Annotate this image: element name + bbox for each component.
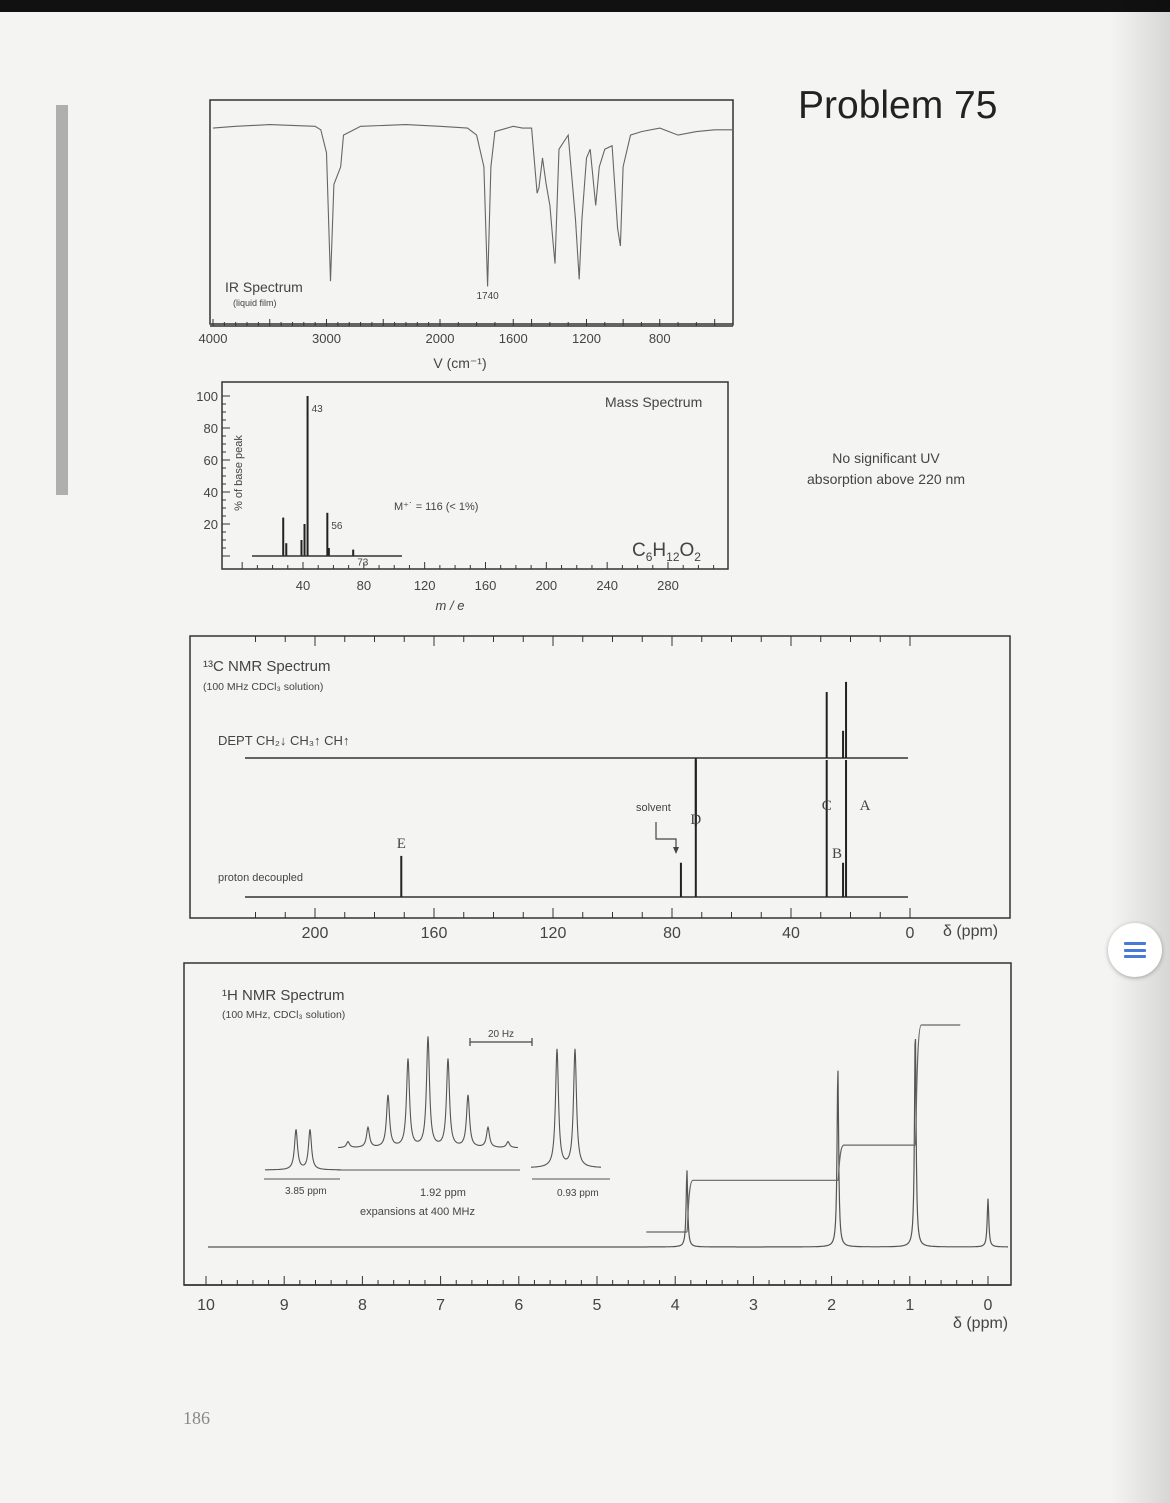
menu-button[interactable] <box>1108 923 1162 977</box>
ms-molecular-ion-label: M⁺˙ = 116 (< 1%) <box>394 501 479 513</box>
ms-peak-label: 56 <box>331 520 343 532</box>
problem-title: Problem 75 <box>798 84 998 127</box>
c13-top-ticks <box>256 636 911 646</box>
h1-x-tick-label: 2 <box>827 1297 837 1314</box>
c13-x-tick-label: 200 <box>301 925 329 942</box>
ms-x-tick-label: 120 <box>413 578 436 593</box>
h1-title: ¹H NMR Spectrum <box>222 987 345 1004</box>
h1-x-tick-label: 5 <box>592 1297 602 1314</box>
ms-x-tick-label: 200 <box>535 578 558 593</box>
ms-formula: $C_6H_{12}O_2$ <box>632 540 701 564</box>
ir-tick-label: 1200 <box>572 331 601 346</box>
c13-peak-label: C <box>821 798 832 814</box>
ir-subtitle: (liquid film) <box>233 298 277 308</box>
c13-title: ¹³C NMR Spectrum <box>203 658 331 675</box>
page-number: 186 <box>183 1408 210 1428</box>
h1-x-tick-label: 4 <box>670 1297 680 1314</box>
c13-subtitle: (100 MHz CDCl₃ solution) <box>203 681 324 693</box>
h1-panel <box>184 963 1011 1332</box>
h1-x-tick-label: 1 <box>905 1297 915 1314</box>
h1-x-tick-label: 6 <box>514 1297 524 1314</box>
h1-trace <box>208 1039 1008 1247</box>
ir-trace <box>213 125 733 287</box>
ir-annotation-1740: 1740 <box>476 291 499 302</box>
c13-peak-label: B <box>832 846 843 862</box>
h1-expansion-label-1-92: 1.92 ppm <box>420 1187 466 1199</box>
c13-solvent-arrow <box>656 822 676 850</box>
ms-y-tick-label: 20 <box>203 517 218 532</box>
ms-y-ticks <box>196 389 230 556</box>
uv-note-line-2: absorption above 220 nm <box>807 471 965 487</box>
ms-y-tick-label: 40 <box>203 485 218 500</box>
c13-decoupled-label: proton decoupled <box>218 872 304 884</box>
ms-y-label: % of base peak <box>233 435 245 511</box>
c13-peak-label: A <box>859 798 871 814</box>
ms-panel <box>196 382 728 613</box>
c13-x-ticks <box>256 908 915 942</box>
c13-peak-label: E <box>396 836 406 852</box>
h1-subtitle: (100 MHz, CDCl₃ solution) <box>222 1009 346 1021</box>
ms-x-tick-label: 160 <box>474 578 497 593</box>
h1-x-tick-label: 3 <box>748 1297 758 1314</box>
c13-x-tick-label: 0 <box>905 925 915 942</box>
ms-peaks <box>283 396 369 569</box>
ir-tick-label: 3000 <box>312 331 341 346</box>
ms-x-tick-label: 240 <box>596 578 619 593</box>
ms-x-ticks <box>242 562 713 593</box>
ms-title: Mass Spectrum <box>605 394 703 410</box>
h1-x-tick-label: 8 <box>357 1297 367 1314</box>
h1-x-label: δ (ppm) <box>953 1315 1009 1332</box>
h1-x-ticks <box>197 1276 992 1314</box>
h1-expansion-label-3-85: 3.85 ppm <box>285 1186 327 1197</box>
c13-x-tick-label: 80 <box>663 925 681 942</box>
c13-x-label: δ (ppm) <box>943 923 999 940</box>
ir-tick-label: 4000 <box>198 331 228 346</box>
h1-x-tick-label: 0 <box>983 1297 993 1314</box>
ir-tick-label: 800 <box>648 331 671 346</box>
h1-x-tick-label: 9 <box>279 1297 289 1314</box>
ms-peak-label: 43 <box>311 404 323 415</box>
c13-peak-label: D <box>690 812 702 828</box>
ms-x-tick-label: 80 <box>356 578 372 593</box>
ir-x-ticks <box>199 319 733 346</box>
ms-y-tick-label: 80 <box>203 421 218 436</box>
ir-tick-label: 1600 <box>498 331 528 346</box>
c13-panel <box>190 636 1010 942</box>
ms-y-tick-label: 100 <box>196 389 218 404</box>
c13-solvent-arrowhead <box>673 847 679 854</box>
ms-x-tick-label: 280 <box>657 578 679 593</box>
h1-scale-bar-label: 20 Hz <box>487 1029 515 1040</box>
c13-x-tick-label: 120 <box>539 925 567 942</box>
ms-x-tick-label: 40 <box>295 578 311 593</box>
ms-y-tick-label: 60 <box>203 453 218 468</box>
c13-decoupled-peaks <box>397 760 871 897</box>
uv-note <box>786 448 986 490</box>
h1-x-tick-label: 10 <box>197 1297 215 1314</box>
h1-expansion-note: expansions at 400 MHz <box>360 1206 475 1218</box>
c13-x-tick-label: 160 <box>420 925 448 942</box>
h1-expansion-0-93 <box>531 1049 601 1167</box>
c13-solvent-label: solvent <box>636 802 671 814</box>
c13-frame <box>190 636 1010 918</box>
ir-title: IR Spectrum <box>225 279 303 295</box>
ms-x-label: m / e <box>435 598 465 613</box>
ir-tick-label: 2000 <box>425 331 455 346</box>
h1-expansion-3-85 <box>265 1130 341 1170</box>
ms-peak-label: 73 <box>357 557 369 569</box>
hamburger-menu-icon <box>1124 942 1146 958</box>
h1-expansion-label-0-93: 0.93 ppm <box>557 1188 599 1199</box>
h1-x-tick-label: 7 <box>436 1297 446 1314</box>
c13-x-tick-label: 40 <box>782 925 800 942</box>
c13-dept-label: DEPT CH₂↓ CH₃↑ CH↑ <box>218 733 350 748</box>
ir-panel <box>199 100 733 371</box>
ir-x-label: V (cm⁻¹) <box>433 355 487 371</box>
h1-expansion-1-92 <box>338 1036 518 1147</box>
uv-note-line-1: No significant UV <box>832 450 940 466</box>
